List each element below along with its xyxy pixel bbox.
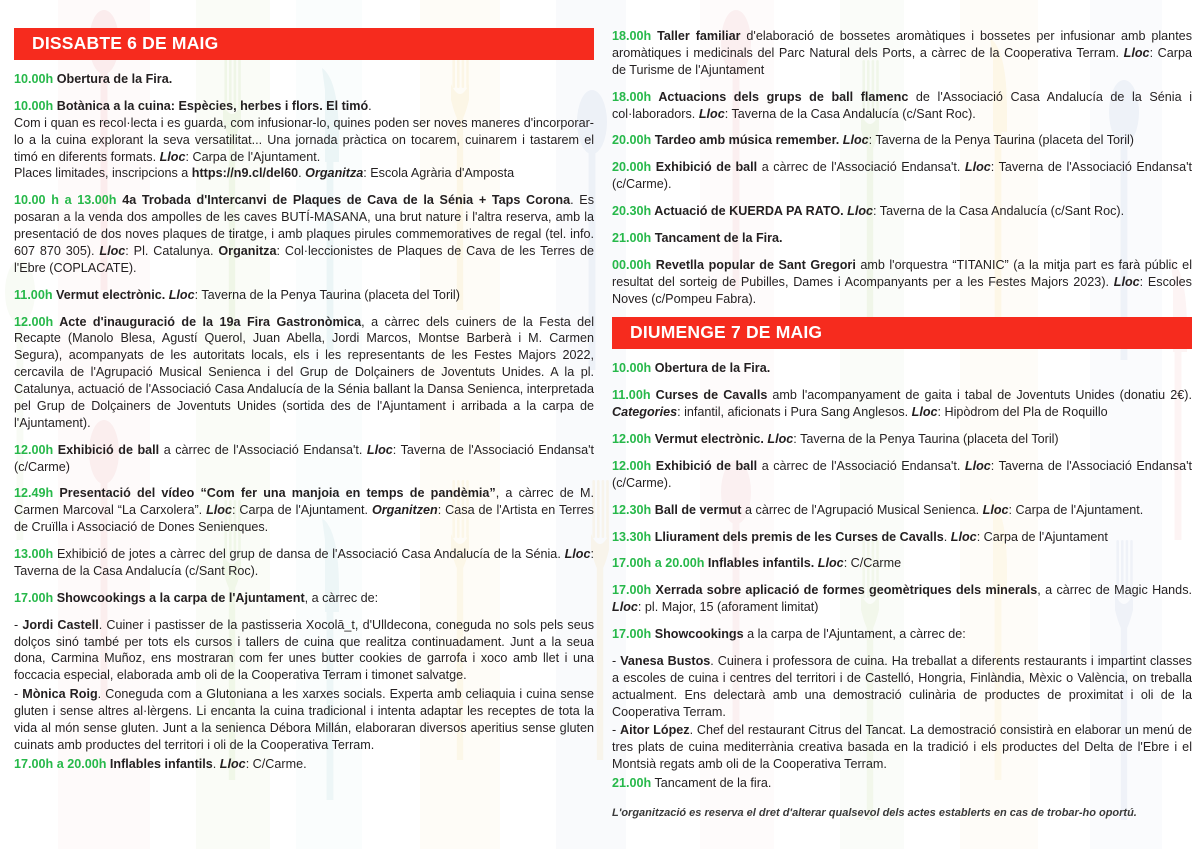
event-text-segment: : Taverna de la Penya Taurina (placeta del Toril) (793, 432, 1059, 446)
event-text-segment: a la carpa de l'Ajuntament, a càrrec de: (743, 627, 966, 641)
event-text-segment: Lloc (168, 287, 195, 302)
event-text-segment: amb l'orquestra “TITANIC” (a la mitja part es farà públic el resultat del sorteig de Pubilles, Dames i Acompanyants per a les Festes Majors 2023). (612, 257, 1192, 289)
event-text-segment: amb l'acompanyament de gaita i tabal de Joventuts Unides (donatiu 2€). (767, 388, 1192, 403)
event-text-segment: Exhibició de jotes a càrrec del grup de dansa de l'Associació Casa Andalucía de la Sénia. (53, 547, 565, 561)
event-text-segment: , a càrrec de Magic Hands. (1037, 583, 1192, 598)
event-text-segment: Actuacions dels grups de ball flamenc (651, 89, 909, 104)
list-dash: - (14, 617, 23, 632)
event-text-segment: Lloc (964, 160, 991, 175)
event-time: 18.00h (612, 89, 652, 104)
event-entry (14, 192, 594, 276)
saturday-closing-event (14, 756, 594, 773)
event-time: 13.00h (14, 547, 54, 561)
event-text-segment: . (943, 529, 951, 544)
event-time: 12.30h (612, 502, 652, 517)
event-text-segment: 4a Trobada d'Intercanvi de Plaques de Cava de la Sénia + Taps Corona (116, 193, 571, 208)
event-text-segment: Ball de vermut (651, 502, 742, 517)
event-text-segment: Tancament de la Fira. (651, 230, 783, 245)
event-text-segment: , a càrrec de M. Carmen Marcoval “La Carxolera”. (14, 486, 594, 518)
event-time: 21.00h (612, 776, 652, 790)
event-text-segment: Categories (612, 405, 678, 420)
event-text-segment: : Pl. Catalunya. (125, 243, 219, 258)
day-header-saturday: DISSABTE 6 DE MAIG (14, 28, 594, 60)
event-text-segment: Lloc (847, 204, 874, 218)
event-text-segment: : Hipòdrom del Pla de Roquillo (937, 405, 1108, 420)
event-time: 11.00h (14, 287, 53, 302)
event-time: 12.00h (612, 432, 652, 446)
event-text-segment: : Taverna de la Penya Taurina (placeta del Toril) (868, 133, 1134, 148)
event-text-segment: : Col·leccionistes de Plaques de Cava de les Terres de l'Ebre (COPLACATE). (14, 243, 594, 275)
event-text-segment: Botànica a la cuina: Espècies, herbes i flors. El timó (53, 98, 369, 113)
event-time: 12.00h (612, 458, 652, 473)
saturday-continued-events-list (612, 28, 1192, 307)
event-text-segment: Lloc (1113, 274, 1140, 289)
day-header-sunday: DIUMENGE 7 DE MAIG (612, 317, 1192, 349)
event-text-segment: , a càrrec dels cuiners de la Festa del Recapte (Manolo Blesa, Agustí Querol, Juan Abella, Jordi Marcos, Montse Barberà i M. Carmen Segura), acompanyats de les autoritats locals, els i les representants de les Festes Majors 2022, cercavila de l'Agrupació Musical Senienca i del Grup de Dolçainers de Joventuts Unides. A la pl. Catalunya, actuació de l'Associació Casa Andalucía de la Sénia ballant la Dansa Senienca, interpretada pel Grup de Dolçainers de Joventuts Unides (sortida des de l'Ajuntament i arribada a la carpa de l'Ajuntament). (14, 314, 594, 430)
event-time: 12.49h (14, 486, 54, 501)
event-time: 20.00h (612, 160, 652, 175)
event-text-segment: Lloc (982, 502, 1009, 517)
event-text-segment: Showcookings a la carpa de l'Ajuntament (53, 590, 305, 605)
event-entry (612, 132, 1192, 149)
event-time: 13.30h (612, 529, 652, 544)
event-time: 00.00h (612, 257, 652, 272)
list-dash: - (14, 687, 23, 702)
event-time: 10.00h (14, 72, 54, 86)
event-text-segment: Lloc (206, 503, 232, 518)
event-text-segment: Lloc (767, 432, 794, 446)
right-column (612, 28, 1192, 839)
event-text-segment: : Carpa de Turisme de l'Ajuntament (612, 45, 1192, 77)
event-text-segment: a càrrec de l'Associació Endansa't. (159, 442, 367, 457)
event-entry (612, 387, 1192, 421)
event-time: 12.00h (14, 442, 54, 457)
event-time: 17.00h (14, 590, 54, 605)
event-text-segment: Lloc (219, 756, 246, 771)
sunday-showcooking-chefs (612, 653, 1192, 773)
event-text-segment: : Taverna de la Casa Andalucía (c/Sant Roc). (724, 106, 976, 121)
event-text-segment: : Carpa de l'Ajuntament (976, 529, 1108, 544)
event-text-segment: Organitza (305, 166, 364, 181)
event-text-segment: : Escoles Noves (c/Pompeu Fabra). (612, 274, 1192, 306)
event-text-segment: Lloc (99, 243, 126, 258)
event-text-segment: Lloc (564, 547, 591, 561)
event-entry (612, 360, 1192, 377)
list-dash: - (612, 723, 620, 738)
event-time: 17.00h a 20.00h (612, 556, 705, 571)
event-entry (14, 98, 594, 182)
event-text-segment: Lliurament dels premis de les Curses de Cavalls (651, 529, 944, 544)
event-text-segment: Vermut electrònic. (651, 432, 768, 446)
event-time: 17.00h a 20.00h (14, 756, 107, 771)
chef-name: Jordi Castell (22, 617, 99, 632)
event-text-segment: Lloc (911, 405, 938, 420)
chef-bio: . Cuinera i professora de cuina. Ha treballat a diferents restaurants i impartint classes a escoles de cuina i centres del territori i de Castelló, Hongria, Finlàndia, Mèxic o València, on treballa actualment. Ens delectarà amb una demostració culinària de productes de proximitat i oli de la Cooperativa Terram. (612, 653, 1192, 719)
event-text-segment: : Taverna de la Penya Taurina (placeta del Toril) (194, 287, 460, 302)
event-text-segment: Inflables infantils (106, 756, 213, 771)
event-text-segment: : Carpa de l'Ajuntament. (1008, 502, 1144, 517)
event-time: 11.00h (612, 388, 651, 403)
event-text-segment: : Casa de l'Artista en Terres de Cruïlla i Associació de Dones Senienques. (14, 503, 594, 535)
event-time: 20.30h (612, 204, 652, 218)
saturday-showcooking-chefs (14, 617, 594, 754)
event-entry (612, 159, 1192, 193)
organizer-disclaimer: L'organització es reserva el dret d'alterar qualsevol dels actes establerts en cas de trobar-ho oportú. (612, 806, 1137, 819)
list-dash: - (612, 653, 621, 668)
event-text-segment: Actuació de KUERDA PA RATO. (651, 204, 848, 218)
sunday-events-list (612, 360, 1192, 643)
event-text-segment: : C/Carme (843, 556, 902, 571)
event-text-segment: Curses de Cavalls (650, 388, 768, 403)
chef-bio: . Cuiner i pastisser de la pastisseria Xocolā_t, d'Ulldecona, coneguda no sols pels seus dolços sinó també per tots els cursos i tallers de cuina que realitza continuadament. Junt a la seua dona, Carmina Muñoz, ens mostraran com fer unes butter cookies de garrofa i xoco amb llet i una foccacia especial, elaborada amb oli de la Cooperativa Terram i timonet salvatge. (14, 617, 594, 683)
event-time: 17.00h (612, 627, 652, 641)
event-text-segment: : Escola Agrària d'Amposta (363, 166, 515, 181)
event-entry (612, 529, 1192, 546)
chef-bio: . Chef del restaurant Citrus del Tancat. La demostració consistirà en elaborar un menú de tres plats de cuina mediterrània creativa basada en la tradició i els productes del Delta de l'Ebre i el Montsià regats amb oli de la Cooperativa Terram. (612, 723, 1192, 772)
event-entry (612, 203, 1192, 220)
event-text-segment: : Taverna de l'Associació Endansa't (c/Carme). (612, 458, 1192, 490)
event-text-segment: Places limitades, inscripcions a (14, 166, 192, 181)
event-time: 10.00h (14, 98, 54, 113)
event-time: 17.00h (612, 583, 652, 598)
event-time: 10.00 h a 13.00h (14, 193, 117, 208)
event-text-segment: : Taverna de la Casa Andalucía (c/Sant Roc). (14, 547, 594, 578)
event-text-segment: de l'Associació Casa Andalucía de la Sénia i col·laboradors. (612, 89, 1192, 121)
event-text-segment: . Es posaran a la venda dos ampolles de les caves BUTÍ-MASANA, una brut nature i l'altra reserva, amb la presentació de dos noves plaques de tiratge, i amb plaques pirules commemoratives de regal (tel. info. 607 870 305). (14, 193, 595, 258)
showcooking-chef-entry (612, 722, 1192, 773)
event-text-segment: . (212, 756, 220, 771)
event-text-segment: : Taverna de l'Associació Endansa't (c/Carme). (612, 160, 1192, 192)
event-text-segment: Exhibició de ball (53, 442, 160, 457)
event-entry (612, 458, 1192, 492)
event-entry (14, 485, 594, 536)
event-text-segment: : C/Carme. (245, 756, 307, 771)
left-column (14, 28, 594, 839)
event-text-segment: Revetlla popular de Sant Gregori (651, 257, 856, 272)
event-text-segment: Lloc (698, 106, 725, 121)
event-text-segment: Inflables infantils. (704, 556, 818, 571)
showcooking-chef-entry (14, 617, 594, 685)
chef-name: Aitor López (620, 723, 690, 738)
event-text-segment: : pl. Major, 15 (aforament limitat) (637, 600, 819, 615)
event-text-segment: a càrrec de l'Agrupació Musical Senienca. (741, 502, 983, 517)
chef-bio: . Coneguda com a Glutoniana a les xarxes socials. Experta amb celiaquia i cuina sense gluten i sense altres al·lèrgens. Li encanta la cuina tradicional i intenta adaptar les receptes de tota la vida al món sense gluten. Junt a la senienca Débora Millán, elaboraran diversos aperitius sense gluten cuinats amb productes del territori i oli de la Cooperativa Terram. (14, 687, 594, 752)
event-text-segment: : infantil, aficionats i Pura Sang Anglesos. (677, 405, 912, 420)
event-text-segment: Showcookings (651, 627, 744, 641)
event-text-segment: . (368, 98, 372, 113)
event-text-segment: Tancament de la fira. (651, 776, 772, 790)
sunday-closing-event (612, 775, 1192, 792)
event-entry (612, 257, 1192, 308)
event-text-segment: Presentació del vídeo “Com fer una manjoia en temps de pandèmia” (53, 486, 496, 501)
event-text-segment: : Carpa de l'Ajuntament. (185, 149, 321, 164)
event-entry (14, 546, 594, 580)
event-text-segment: Xerrada sobre aplicació de formes geomètriques dels minerals (651, 583, 1038, 598)
event-entry (612, 626, 1192, 643)
event-entry (14, 442, 594, 476)
event-text-segment: Vermut electrònic. (52, 287, 169, 302)
event-text-segment: Lloc (817, 556, 844, 571)
event-text-segment: , a càrrec de: (304, 590, 379, 605)
showcooking-chef-entry (612, 653, 1192, 721)
event-text-segment: . (298, 166, 306, 181)
event-time: 18.00h (612, 29, 652, 43)
event-text-segment: a càrrec de l'Associació Endansa't. (757, 458, 965, 473)
event-entry (14, 71, 594, 88)
event-entry (612, 230, 1192, 247)
event-entry (14, 287, 594, 304)
event-entry (612, 502, 1192, 519)
event-text-segment: Exhibició de ball (651, 160, 758, 175)
event-text-segment: Com i quan es recol·lecta i es guarda, com infusionar-lo, quines poden ser noves maneres d'incorporar-lo a la cuina explorant la seva versatilitat... Una jornada pràctica on tocarem, cuinarem i tastarem el timó en diferents formats. (14, 115, 594, 164)
event-text-segment: Obertura de la Fira. (651, 361, 771, 376)
event-text-segment: https://n9.cl/del60 (191, 166, 299, 181)
event-text-segment: : Taverna de l'Associació Endansa't (c/Carme) (14, 442, 594, 474)
event-entry (14, 314, 594, 432)
chef-name: Mònica Roig (22, 687, 98, 702)
event-time: 12.00h (14, 314, 54, 329)
event-text-segment: Lloc (964, 458, 991, 473)
event-text-segment: Taller familiar (651, 29, 741, 43)
event-text-segment: a càrrec de l'Associació Endansa't. (757, 160, 965, 175)
event-time: 21.00h (612, 230, 652, 245)
event-entry (612, 582, 1192, 616)
event-text-segment: Lloc (950, 529, 977, 544)
event-entry (612, 28, 1192, 79)
event-text-segment: d'elaboració de bossetes aromàtiques i bossetes per infusionar amb plantes aromàtiques i medicinals del Parc Natural dels Ports, a càrrec de la Cooperativa Terram. (612, 29, 1192, 60)
event-text-segment: Organitzen (371, 503, 438, 518)
event-text-segment: Lloc (1123, 45, 1150, 60)
event-text-segment: Exhibició de ball (651, 458, 758, 473)
saturday-events-list (14, 71, 594, 607)
event-text-segment: Lloc (842, 133, 869, 148)
event-text-segment: Obertura de la Fira. (53, 72, 173, 86)
event-text-segment: Lloc (366, 442, 393, 457)
event-time: 10.00h (612, 361, 652, 376)
event-entry (612, 431, 1192, 448)
showcooking-chef-entry (14, 686, 594, 754)
event-text-segment: Tardeo amb música remember. (651, 133, 843, 148)
event-entry (14, 590, 594, 607)
event-text-segment: Lloc (612, 600, 638, 615)
event-entry (612, 555, 1192, 572)
chef-name: Vanesa Bustos (620, 653, 711, 668)
event-text-segment: Acte d'inauguració de la 19a Fira Gastronòmica (53, 314, 362, 329)
event-text-segment: Lloc (159, 149, 186, 164)
event-text-segment: Organitza (218, 243, 277, 258)
event-entry (612, 89, 1192, 123)
event-time: 20.00h (612, 133, 652, 148)
event-text-segment: : Taverna de la Casa Andalucía (c/Sant Roc). (873, 204, 1125, 218)
event-text-segment: : Carpa de l'Ajuntament. (232, 503, 372, 518)
